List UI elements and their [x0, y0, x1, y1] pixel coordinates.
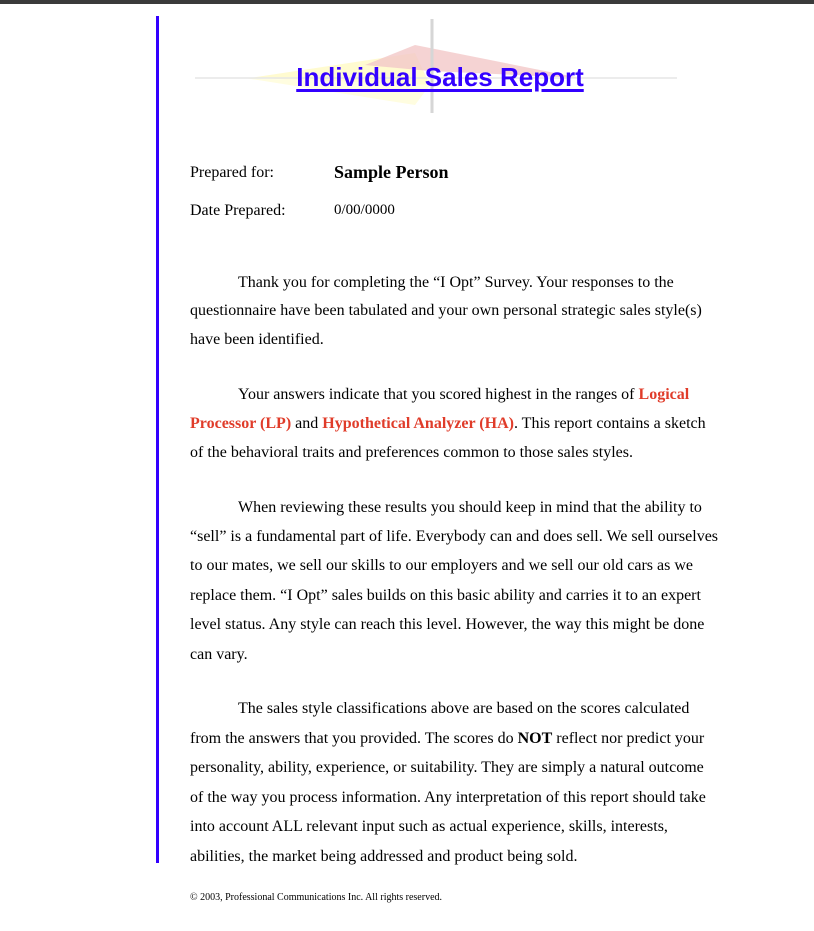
text: reflect nor predict your	[552, 730, 705, 747]
text-line: to our mates, we sell our skills to our employers and we sell our old cars as we	[190, 557, 693, 574]
text-line: of the way you process information. Any interpretation of this report should take	[190, 789, 706, 806]
text-line: questionnaire have been tabulated and your own personal strategic sales style(s)	[190, 302, 702, 319]
text: . This report contains a sketch	[513, 415, 706, 432]
text-line: level status. Any style can reach this level. However, the way this might be done	[190, 616, 705, 633]
style-highlight: Hypothetical Analyzer (HA)	[322, 415, 514, 432]
text: from the answers that you provided. The scores do	[190, 730, 518, 747]
text-line: into account ALL relevant input such as actual experience, skills, interests,	[190, 818, 668, 835]
text-line: replace them. “I Opt” sales builds on this basic ability and carries it to an expert	[190, 587, 701, 604]
emphasis: NOT	[517, 730, 553, 747]
text: Your answers indicate that you scored highest in the ranges of	[238, 386, 639, 403]
text-line: of the behavioral traits and preferences common to those sales styles.	[190, 444, 633, 461]
text-line	[238, 385, 689, 405]
text-line: have been identified.	[190, 331, 324, 348]
prepared-for-label: Prepared for:	[190, 164, 274, 181]
prepared-for-value: Sample Person	[334, 162, 449, 182]
text-line: When reviewing these results you should keep in mind that the ability to	[238, 499, 702, 516]
date-prepared-label: Date Prepared:	[190, 202, 286, 219]
text-line	[190, 729, 704, 749]
style-highlight: Logical	[638, 386, 690, 403]
copyright-footer: © 2003, Professional Communications Inc. All rights reserved.	[190, 892, 443, 903]
text-line: Thank you for completing the “I Opt” Survey. Your responses to the	[238, 274, 674, 291]
margin-rule	[156, 16, 159, 863]
page-title: Individual Sales Report	[296, 62, 584, 92]
text-line: can vary.	[190, 646, 248, 663]
text-line: “sell” is a fundamental part of life. Everybody can and does sell. We sell ourselves	[190, 528, 719, 545]
text: and	[291, 415, 323, 432]
text-line: personality, ability, experience, or suitability. They are simply a natural outcome	[190, 759, 704, 776]
text-line: abilities, the market being addressed and product being sold.	[190, 848, 578, 865]
date-prepared-value: 0/00/0000	[334, 202, 395, 218]
top-bar	[0, 0, 814, 4]
text-line	[190, 414, 706, 434]
style-highlight: Processor (LP)	[190, 415, 292, 432]
text-line: The sales style classifications above are based on the scores calculated	[238, 700, 690, 717]
